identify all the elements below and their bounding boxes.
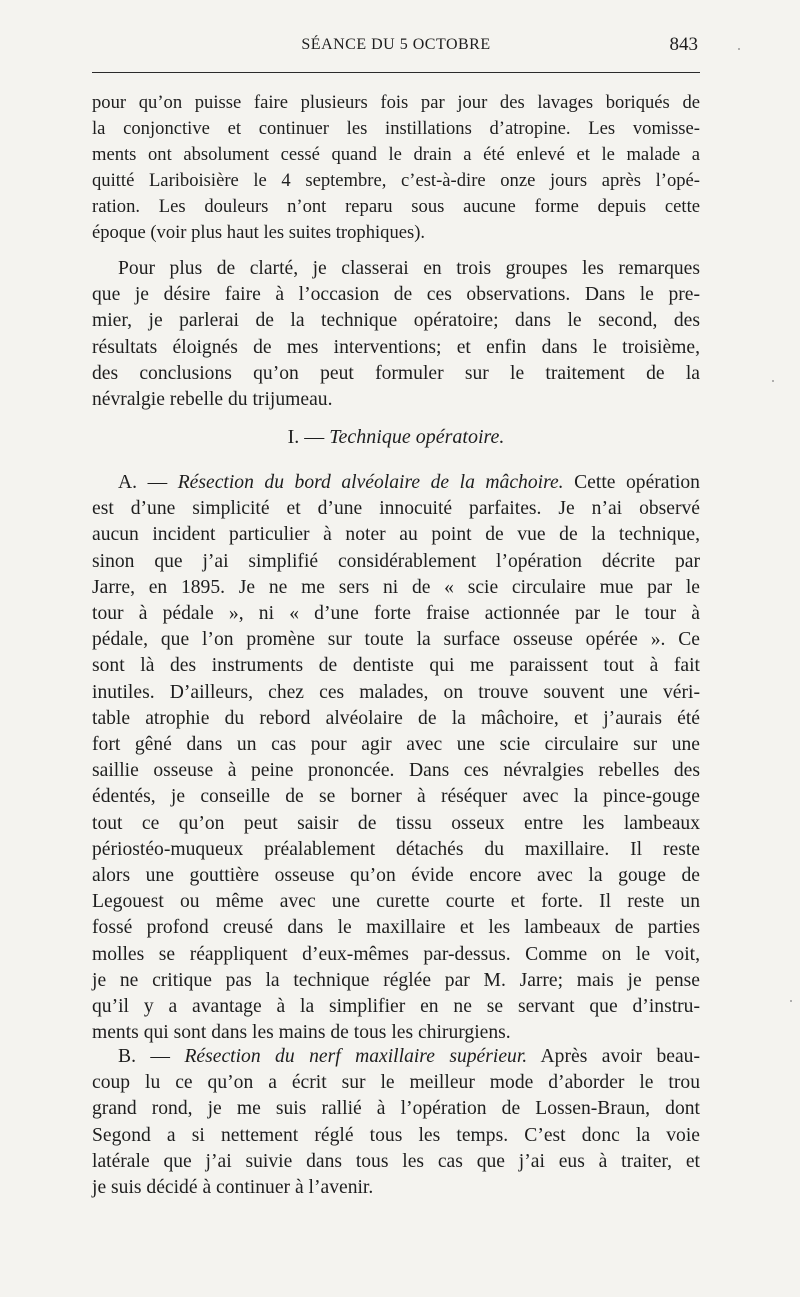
- text-line: saillie osseuse à peine prononcée. Dans ces névralgies rebelles des: [92, 760, 700, 782]
- page-number: 843: [669, 34, 698, 55]
- text-line: pédale, que l’on promène sur toute la surface osseuse opérée ». Ce: [92, 629, 700, 651]
- text-line: coup lu ce qu’on a écrit sur le meilleur mode d’aborder le trou: [92, 1072, 700, 1094]
- text-line: sinon que j’ai simplifié considérablement l’opération décrite par: [92, 550, 700, 572]
- text-line: pour qu’on puisse faire plusieurs fois par jour des lavages boriqués de: [92, 92, 700, 113]
- text-fragment: Cette opération: [574, 472, 700, 493]
- text-line: ments qui sont dans les mains de tous les chirurgiens.: [92, 1022, 511, 1044]
- header-rule: [92, 72, 700, 73]
- text-line: tout ce qu’on peut saisir de tissu osseux entre les lambeaux: [92, 812, 700, 834]
- text-line: est d’une simplicité et d’une innocuité parfaites. Je n’ai observé: [92, 498, 700, 520]
- text-line: mier, je parlerai de la technique opératoire; dans le second, des: [92, 310, 700, 332]
- running-head: [92, 30, 700, 64]
- text-line: Jarre, en 1895. Je ne me sers ni de « scie circulaire mue par le: [92, 576, 700, 598]
- text-line: la conjonctive et continuer les instillations d’atropine. Les vomisse-: [92, 118, 700, 139]
- text-line: édentés, je conseille de se borner à réséquer avec la pince-gouge: [92, 786, 700, 808]
- text-fragment: Après avoir beau-: [540, 1046, 700, 1067]
- text-line: je suis décidé à continuer à l’avenir.: [92, 1177, 374, 1199]
- text-line: inutiles. D’ailleurs, chez ces malades, on trouve souvent une véri-: [92, 681, 700, 703]
- text-line: table atrophie du rebord alvéolaire de la mâchoire, et j’aurais été: [92, 707, 700, 729]
- text-line: ration. Les douleurs n’ont reparu sous aucune forme depuis cette: [92, 196, 700, 217]
- text-line: résultats éloignés de mes interventions; et enfin dans le troisième,: [92, 336, 700, 358]
- paragraph-label: B. —: [118, 1046, 170, 1067]
- text-line: périostéo-muqueux préalablement détachés du maxillaire. Il reste: [92, 838, 700, 860]
- paragraph-a: [92, 470, 700, 1046]
- text-line: fort gêné dans un cas pour agir avec une scie circulaire sur une: [92, 734, 700, 756]
- text-line: Pour plus de clarté, je classerai en trois groupes les remarques: [118, 258, 700, 279]
- text-line: latérale que j’ai suivie dans tous les cas que j’ai eus à traiter, et: [92, 1150, 700, 1172]
- scan-speck: [790, 1000, 792, 1002]
- paragraph-b: [92, 1044, 700, 1201]
- text-line: Segond a si nettement réglé tous les temps. C’est donc la voie: [92, 1124, 700, 1146]
- section-heading: [92, 426, 700, 449]
- text-line: tour à pédale », ni « d’une forte fraise actionnée par le tour à: [92, 603, 700, 625]
- text-line: je ne critique pas la technique réglée par M. Jarre; mais je pense: [92, 969, 700, 991]
- text-line: quitté Lariboisière le 4 septembre, c’est-à-dire onze jours après l’opé-: [92, 170, 700, 191]
- scan-speck: [738, 48, 740, 50]
- running-title: SÉANCE DU 5 OCTOBRE: [301, 36, 491, 53]
- text-line: aucun incident particulier à noter au point de vue de la technique,: [92, 524, 700, 546]
- text-line: molles se réappliquent d’eux-mêmes par-dessus. Comme on le voit,: [92, 943, 700, 965]
- text-line: grand rond, je me suis rallié à l’opération de Lossen-Braun, dont: [92, 1098, 700, 1120]
- text-line: ments ont absolument cessé quand le drain a été enlevé et le malade a: [92, 144, 700, 165]
- text-line: époque (voir plus haut les suites trophiques).: [92, 222, 426, 243]
- text-line: qu’il y a avantage à la simplifier en ne se servant que d’instru-: [92, 996, 700, 1018]
- scan-speck: [772, 380, 774, 382]
- text-line: que je désire faire à l’occasion de ces observations. Dans le pre-: [92, 284, 700, 306]
- paragraph-continuation: [92, 90, 700, 246]
- text-line: Legouest ou même avec une curette courte et forte. Il reste un: [92, 891, 700, 913]
- section-numeral: I. —: [287, 426, 325, 448]
- text-line: fossé profond creusé dans le maxillaire et les lambeaux de parties: [92, 917, 700, 939]
- text-line: des conclusions qu’on peut formuler sur le traitement de la: [92, 362, 700, 384]
- section-title: Technique opératoire.: [329, 426, 505, 448]
- paragraph-label: A. —: [118, 472, 168, 493]
- paragraph-remarks: [92, 256, 700, 413]
- text-line: [92, 470, 700, 496]
- text-line: névralgie rebelle du trijumeau.: [92, 389, 333, 411]
- text-line: sont là des instruments de dentiste qui me paraissent tout à fait: [92, 655, 700, 677]
- paragraph-title: Résection du bord alvéolaire de la mâchoire.: [177, 472, 564, 493]
- text-line: [92, 1044, 700, 1070]
- text-line: alors une gouttière osseuse qu’on évide encore avec la gouge de: [92, 865, 700, 887]
- paragraph-title: Résection du nerf maxillaire supérieur.: [184, 1046, 528, 1067]
